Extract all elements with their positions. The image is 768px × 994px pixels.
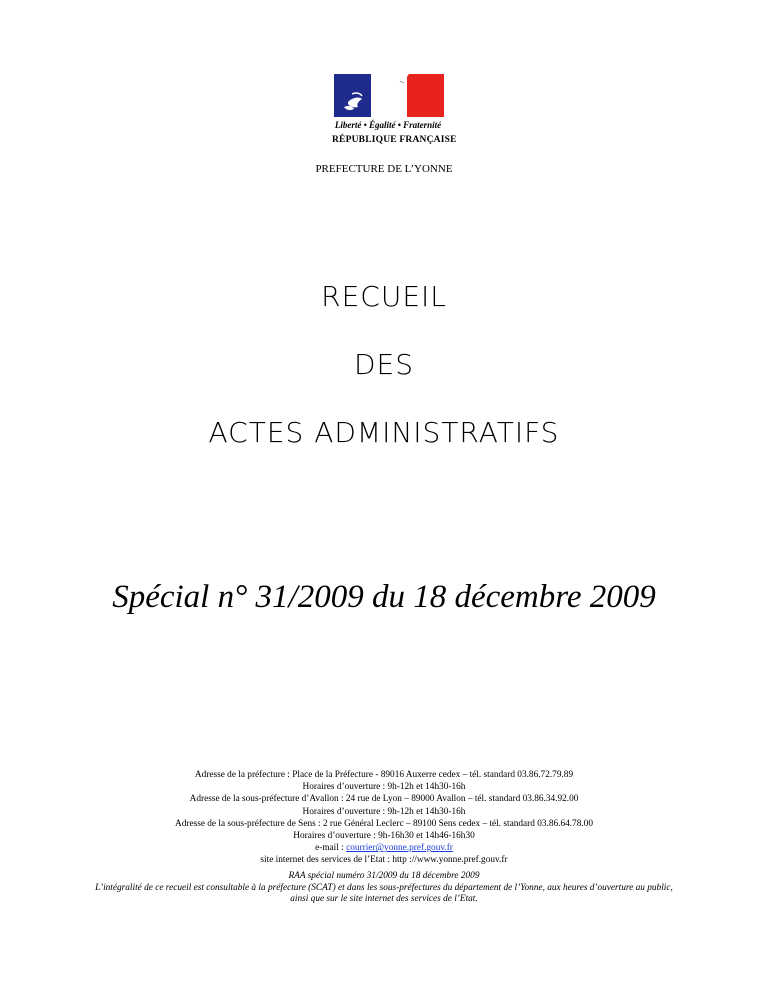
prefecture-hours: Horaires d’ouverture : 9h-12h et 14h30-16h [302, 782, 466, 793]
footer-consultation-note: L’intégralité de ce recueil est consultable à la préfecture (SCAT) et dans les sous-préfectures du département de l’Yonne, aux heures d’ouverture au public, [95, 882, 673, 893]
republic-name: RÉPUBLIQUE FRANÇAISE [332, 135, 457, 145]
footer-website-note: ainsi que sur le site internet des services de l’Etat. [290, 894, 478, 904]
prefecture-address: Adresse de la préfecture : Place de la Préfecture - 89016 Auxerre cedex – tél. standard 03.86.72.79.89 [194, 770, 574, 780]
special-issue-title: Spécial n° 31/2009 du 18 décembre 2009 [112, 579, 656, 615]
prefecture-name: PREFECTURE DE L’YONNE [315, 163, 453, 175]
sens-hours: Horaires d’ouverture : 9h-16h30 et 14h46-16h30 [293, 831, 475, 842]
email-line [0, 842, 768, 854]
avallon-address: Adresse de la sous-préfecture d’Avallon : 24 rue de Lyon – 89000 Avallon – tél. standard 03.86.34.92.00 [189, 794, 579, 805]
avallon-hours: Horaires d’ouverture : 9h-12h et 14h30-16h [302, 806, 466, 817]
address-block [0, 769, 768, 867]
republic-motto: Liberté • Égalité • Fraternité [334, 120, 442, 130]
email-label: e-mail : [315, 843, 347, 854]
title-line-des: DES [353, 348, 415, 381]
republique-francaise-logo [332, 74, 457, 152]
website-line: site internet des services de l’Etat : http ://www.yonne.pref.gouv.fr [260, 855, 508, 866]
footer-note [0, 871, 768, 906]
sens-address: Adresse de la sous-préfecture de Sens : 2 rue Général Leclerc – 89100 Sens cedex – tél. standard 03.86.64.78.00 [175, 818, 593, 829]
marianne-flag-icon [334, 74, 444, 117]
title-line-recueil: RECUEIL [321, 280, 447, 313]
email-link[interactable]: courrier@yonne.pref.gouv.fr [346, 843, 453, 854]
title-line-actes-administratifs: ACTES ADMINISTRATIFS [208, 416, 560, 449]
footer-raa-reference: RAA spécial numéro 31/2009 du 18 décembre 2009 [288, 871, 480, 881]
